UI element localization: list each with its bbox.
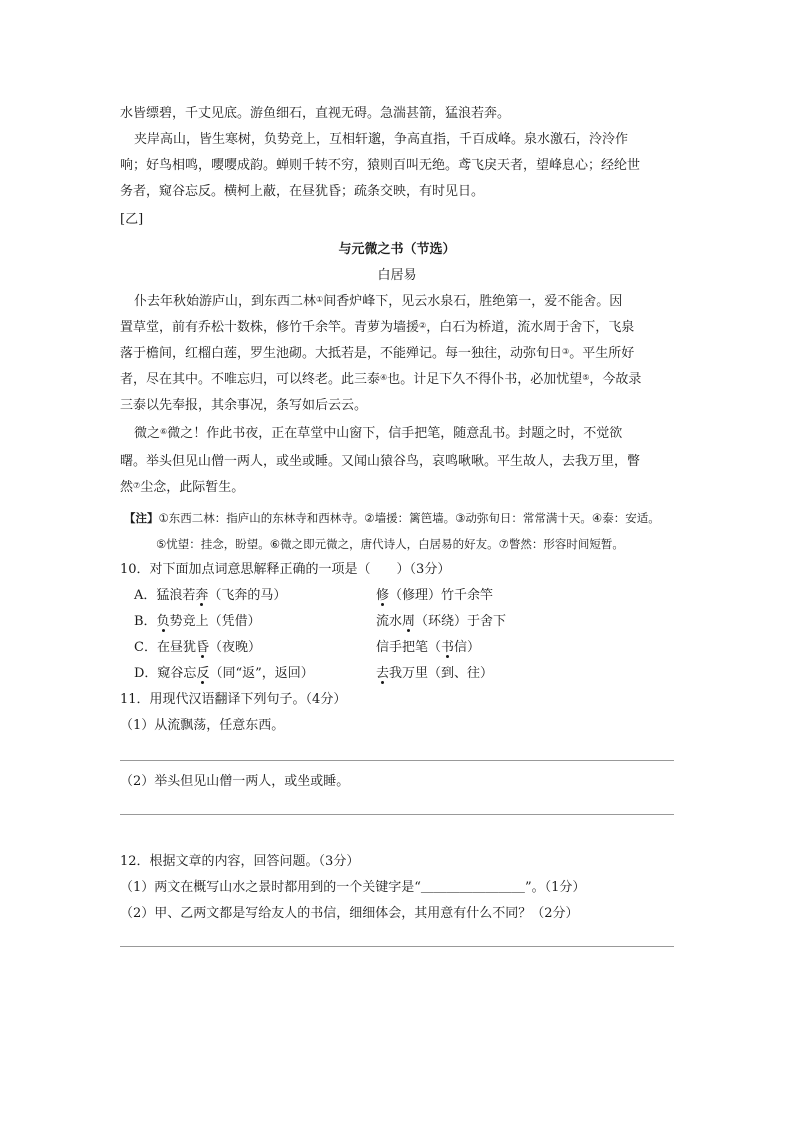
answer-line — [120, 814, 674, 815]
question-12-sub-2: （2）甲、乙两文都是写给友人的书信，细细体会，其用意有什么不同？（2分） — [120, 906, 579, 921]
option-c-right: 信手把笔（书信） — [376, 640, 481, 655]
passage-yi-marker: [乙] — [120, 212, 144, 227]
question-10-stem: 10．对下面加点词意思解释正确的一项是（ ）（3分） — [120, 562, 451, 577]
answer-line — [120, 946, 674, 947]
question-12-sub-1: （1）两文在概写山水之景时都用到的一个关键字是“＿＿＿＿＿＿＿＿”。（1分） — [120, 880, 586, 895]
passage-yi-p2-line-1: 微之⑥微之！作此书夜，正在草堂中山窗下，信手把笔，随意乱书。封题之时，不觉欲 — [134, 426, 623, 441]
question-11-sentence-1: （1）从流飘荡，任意东西。 — [120, 718, 285, 733]
option-c-left: C．在昼犹昏（夜晚） — [134, 640, 261, 655]
question-11-stem: 11．用现代汉语翻译下列句子。（4分） — [120, 692, 347, 707]
option-b-left: B．负势竞上（凭借） — [134, 614, 261, 629]
option-a-left: A．猛浪若奔（飞奔的马） — [134, 588, 287, 603]
option-b-right: 流水周（环绕）于舍下 — [376, 614, 507, 629]
passage-jia-line-3: 响；好鸟相鸣，嘤嘤成韵。蝉则千转不穷，猿则百叫无绝。鸢飞戾天者，望峰息心；经纶世 — [120, 158, 641, 173]
passage-jia-line-2: 夹岸高山，皆生寒树，负势竞上，互相轩邈，争高直指，千百成峰。泉水激石，泠泠作 — [134, 132, 629, 147]
passage-yi-p1-line-1: 仆去年秋始游庐山，到东西二林①间香炉峰下，见云水泉石，胜绝第一，爱不能舍。因 — [134, 294, 623, 309]
passage-yi-p1-line-2: 置草堂，前有乔松十数株，修竹千余竿。青萝为墙援②，白石为桥道，流水周于舍下，飞泉 — [120, 320, 635, 335]
option-d-right: 去我万里（到、往） — [376, 666, 494, 681]
passage-yi-p1-line-4: 者，尽在其中。不唯忘归，可以终老。此三泰④也。计足下久不得仆书，必加忧望⑤，今故录 — [120, 372, 642, 387]
passage-yi-p1-line-3: 落于檐间，红榴白莲，罗生池砌。大抵若是，不能殚记。每一独往，动弥旬日③。平生所好 — [120, 346, 635, 361]
option-d-left: D．窥谷忘反（同“返”，返回） — [134, 666, 314, 681]
passage-yi-p2-line-3: 然⑦尘念，此际暂生。 — [120, 480, 245, 495]
passage-jia-line-4: 务者，窥谷忘反。横柯上蔽，在昼犹昏；疏条交映，有时见日。 — [120, 184, 485, 199]
annotation-line-2: ⑤忧望：挂念，盼望。⑥微之即元微之，唐代诗人，白居易的好友。⑦瞥然：形容时间短暂。 — [156, 537, 624, 551]
annotation-line-1: 【注】①东西二林：指庐山的东林寺和西林寺。②墙援：篱笆墙。③动弥旬日：常常满十天。④泰：安适。 — [124, 511, 660, 525]
fill-in-blank[interactable]: ＿＿＿＿＿＿＿＿ — [420, 880, 525, 895]
passage-author: 白居易 — [377, 268, 417, 283]
passage-yi-p1-line-5: 三泰以先奉报，其余事况，条写如后云云。 — [120, 398, 368, 413]
question-12-stem: 12．根据文章的内容，回答问题。（3分） — [120, 854, 360, 869]
option-a-right: 修（修理）竹千余竿 — [376, 588, 494, 603]
passage-jia-line-1: 水皆缥碧，千丈见底。游鱼细石，直视无碍。急湍甚箭，猛浪若奔。 — [120, 106, 511, 121]
question-11-sentence-2: （2）举头但见山僧一两人，或坐或睡。 — [120, 774, 350, 789]
passage-yi-p2-line-2: 曙。举头但见山僧一两人，或坐或睡。又闻山猿谷鸟，哀鸣啾啾。平生故人，去我万里，瞥 — [120, 454, 641, 469]
passage-title: 与元微之书（节选） — [338, 242, 456, 257]
answer-line — [120, 760, 674, 761]
